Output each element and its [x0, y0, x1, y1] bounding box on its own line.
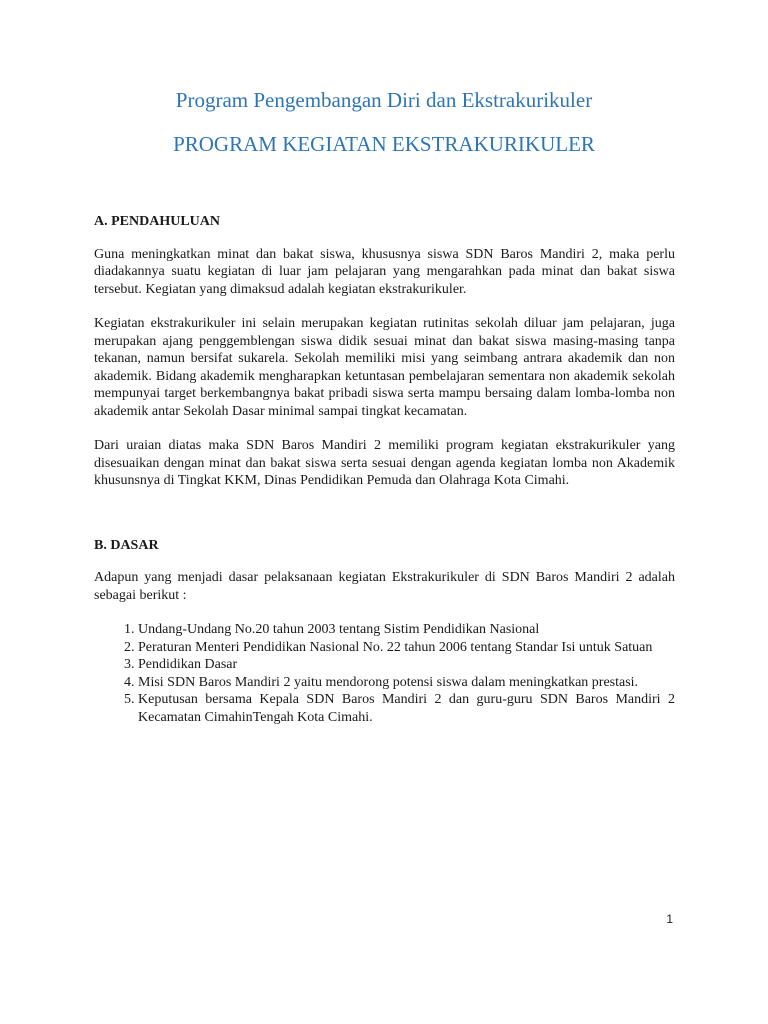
- list-item: 5. Keputusan bersama Kepala SDN Baros Mandiri 2 dan guru-guru SDN Baros Mandiri 2 Kecamatan CimahinTengah Kota Cimahi.: [138, 691, 675, 726]
- document-body: [94, 213, 675, 726]
- section-a-paragraph: Guna meningkatkan minat dan bakat siswa, khususnya siswa SDN Baros Mandiri 2, maka perlu diadakannya suatu kegiatan di luar jam pelajaran yang mengarahkan pada minat dan bakat siswa tersebut. Kegiatan yang dimaksud adalah kegiatan ekstrakurikuler.: [94, 246, 675, 297]
- section-b-heading: B. DASAR: [94, 537, 159, 553]
- list-item: 1. Undang-Undang No.20 tahun 2003 tentang Sistim Pendidikan Nasional: [138, 621, 675, 639]
- list-item: 4. Misi SDN Baros Mandiri 2 yaitu mendorong potensi siswa dalam meningkatkan prestasi.: [138, 674, 675, 692]
- section-a-heading: A. PENDAHULUAN: [94, 214, 220, 229]
- section-b-intro: Adapun yang menjadi dasar pelaksanaan kegiatan Ekstrakurikuler di SDN Baros Mandiri 2 adalah sebagai berikut :: [94, 570, 675, 603]
- list-item: 2. Peraturan Menteri Pendidikan Nasional No. 22 tahun 2006 tentang Standar Isi untuk Satuan: [138, 639, 675, 657]
- document-subtitle: PROGRAM KEGIATAN EKSTRAKURIKULER: [173, 132, 595, 156]
- section-a-paragraph: Dari uraian diatas maka SDN Baros Mandiri 2 memiliki program kegiatan ekstrakurikuler yang disesuaikan dengan minat dan bakat siswa serta sesuai dengan agenda kegiatan lomba non Akademik khusunsnya di Tingkat KKM, Dinas Pendidikan Pemuda dan Olahraga Kota Cimahi.: [94, 438, 675, 488]
- section-b-list: [94, 621, 675, 726]
- list-item: 3. Pendidikan Dasar: [138, 656, 675, 674]
- page-number: 1: [666, 912, 673, 926]
- section-a-paragraph: Kegiatan ekstrakurikuler ini selain merupakan kegiatan rutinitas sekolah diluar jam pelajaran, juga merupakan ajang penggemblengan siswa didik sesuai minat dan bakat siswa masing-masing tanpa tekanan, namun bersifat sukarela. Sekolah memiliki misi yang seimbang antrara akademik dan non akademik. Bidang akademik mengharapkan ketuntasan pembelajaran sementara non akademik sekolah mempunyai target berkembangnya bakat pribadi siswa serta mampu bersaing dalam lomba-lomba non akademik antar Sekolah Dasar minimal sampai tingkat kecamatan.: [94, 316, 675, 419]
- document-title: Program Pengembangan Diri dan Ekstrakurikuler: [175, 88, 593, 112]
